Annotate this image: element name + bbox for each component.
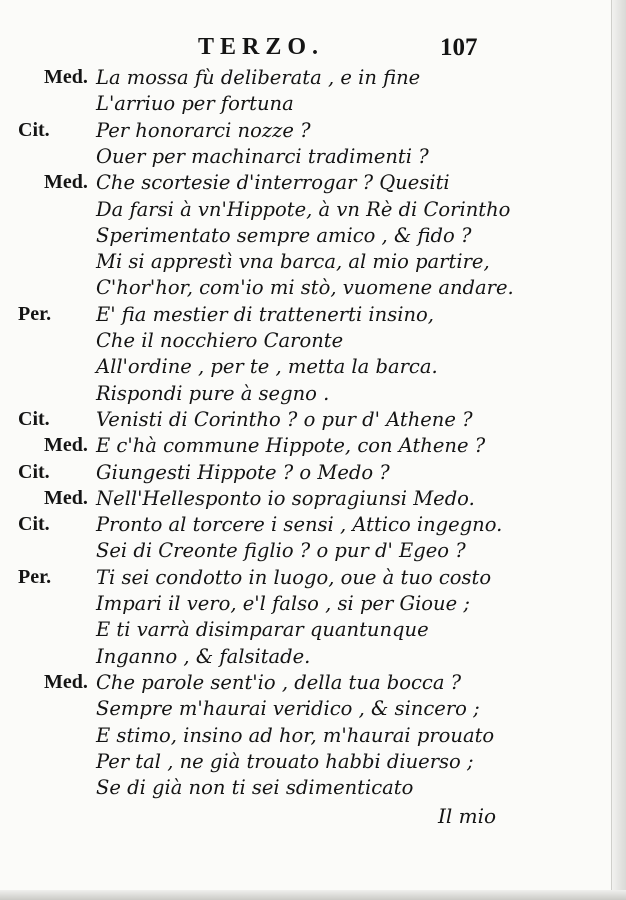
verse-line xyxy=(0,566,626,592)
verse-text: Ti sei condotto in luogo, oue à tuo costo xyxy=(96,565,492,589)
speaker-label: Med. xyxy=(44,486,88,509)
verse-text: Per tal , ne già trouato habbi diuerso ; xyxy=(96,749,474,773)
verse-text: Che il nocchiero Caronte xyxy=(96,329,344,352)
verse-text: All'ordine , per te , metta la barca. xyxy=(96,355,438,379)
verse-text: C'hor'hor, com'io mi stò, vuomene andare. xyxy=(96,276,514,300)
verse-text: Se di già non ti sei sdimenticato xyxy=(96,776,414,800)
verse-line xyxy=(0,145,626,171)
verse-text: Sempre m'haurai veridico , & sincero ; xyxy=(96,697,480,721)
speaker-label: Cit. xyxy=(18,118,50,141)
verse-line xyxy=(0,539,626,565)
verse-line xyxy=(0,66,626,92)
verse-line xyxy=(0,119,626,145)
verse-line xyxy=(0,592,626,618)
verse-line xyxy=(0,276,626,302)
speaker-label: Per. xyxy=(18,302,52,325)
verse-text: Sei di Creonte figlio ? o pur d' Egeo ? xyxy=(96,539,466,563)
verse-text: E c'hà commune Hippote, con Athene ? xyxy=(96,434,486,458)
speaker-label: Cit. xyxy=(18,460,50,483)
verse-line xyxy=(0,250,626,276)
verse-line xyxy=(0,329,626,355)
verse-line xyxy=(0,724,626,750)
verse-text: Inganno , & falsitade. xyxy=(96,644,311,668)
verse-text: Impari il vero, e'l falso , si per Gioue ; xyxy=(96,592,470,615)
verse-text: Per honorarci nozze ? xyxy=(96,118,311,142)
verse-line xyxy=(0,382,626,408)
speaker-label: Per. xyxy=(18,565,52,588)
speaker-label: Med. xyxy=(44,670,88,693)
speaker-label: Med. xyxy=(44,434,88,457)
speaker-label: Cit. xyxy=(18,513,50,536)
verse-text: E ti varrà disimparar quantunque xyxy=(96,618,429,642)
verse-text: E' fia mestier di trattenerti insino, xyxy=(96,302,434,326)
verse-line xyxy=(0,434,626,460)
verse-text: Mi si apprestì vna barca, al mio partire, xyxy=(96,250,490,274)
speaker-label: Med. xyxy=(44,66,88,88)
verse-text: Da farsi à vn'Hippote, à vn Rè di Corintho xyxy=(96,197,511,221)
verse-line xyxy=(0,198,626,224)
page-edge-bottom xyxy=(0,890,626,900)
page-number: 107 xyxy=(440,34,478,61)
verse-line xyxy=(0,750,626,776)
verse-line xyxy=(0,776,626,802)
verse-text: La mossa fù deliberata , e in fine xyxy=(96,66,421,89)
verse-line xyxy=(0,671,626,697)
verse-text: Pronto al torcere i sensi , Attico ingegno. xyxy=(96,513,503,537)
verse-text: E stimo, insino ad hor, m'haurai prouato xyxy=(96,723,495,747)
verse-line xyxy=(0,92,626,118)
verse-text: Rispondi pure à segno . xyxy=(96,381,330,405)
page-header xyxy=(0,34,626,68)
verse-text: Giungesti Hippote ? o Medo ? xyxy=(96,460,390,484)
verse-text: Venisti di Corintho ? o pur d' Athene ? xyxy=(96,407,473,431)
verse-line xyxy=(0,487,626,513)
speaker-label: Cit. xyxy=(18,407,50,430)
verse-line xyxy=(0,461,626,487)
verse-text: Nell'Hellesponto io sopragiunsi Medo. xyxy=(96,486,475,510)
verse-line xyxy=(0,618,626,644)
verse-line xyxy=(0,513,626,539)
verse-line xyxy=(0,303,626,329)
running-title: TERZO. xyxy=(198,34,325,60)
verse-line xyxy=(0,355,626,381)
verse-text: Che parole sent'io , della tua bocca ? xyxy=(96,670,462,694)
verse-line xyxy=(0,697,626,723)
verse-text: L'arriuo per fortuna xyxy=(96,92,294,116)
speaker-label: Med. xyxy=(44,171,88,194)
catchword: Il mio xyxy=(438,804,497,828)
verse-text: Che scortesie d'interrogar ? Quesiti xyxy=(96,171,450,195)
verse-line xyxy=(0,224,626,250)
verse-line xyxy=(0,408,626,434)
verse-text: Ouer per machinarci tradimenti ? xyxy=(96,144,429,168)
verse-line xyxy=(0,645,626,671)
verse-line xyxy=(0,171,626,197)
verse-text: Sperimentato sempre amico , & fido ? xyxy=(96,223,472,247)
